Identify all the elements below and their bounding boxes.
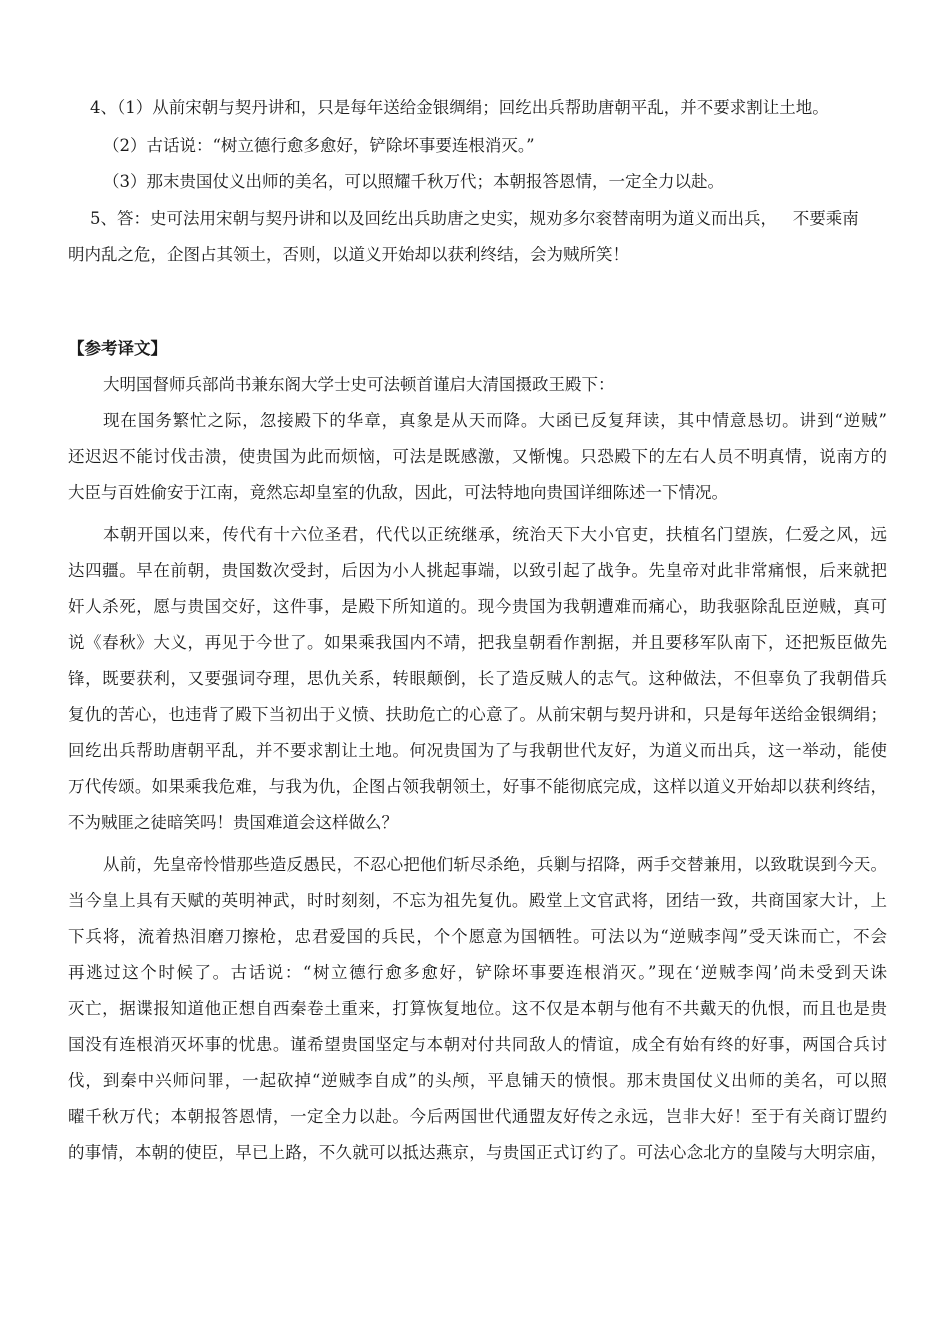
translation-line: 不为贼匪之徒暗笑吗！贵国难道会这样做么？ [68, 813, 398, 832]
translation-line: 大臣与百姓偷安于江南，竟然忘却皇室的仇敌，因此，可法特地向贵国详细陈述一下情况。 [68, 483, 728, 502]
translation-line: 大明国督师兵部尚书兼东阁大学士史可法顿首谨启大清国摄政王殿下： [103, 375, 615, 394]
translation-line: 灭亡，据谍报知道他正想自西秦卷土重来，打算恢复地位。这不仅是本朝与他有不共戴天的仇恨，而且也是贵 [68, 999, 887, 1018]
translation-line: 达四疆。早在前朝，贵国数次受封，后因为小人挑起事端，以致引起了战争。先皇帝对此非常痛恨，后来就把 [68, 561, 887, 580]
translation-line: 现在国务繁忙之际，忽接殿下的华章，真象是从天而降。大函已反复拜读，其中情意恳切。讲到“逆贼” [103, 411, 887, 430]
translation-line: 再逃过这个时候了。古话说：“树立德行愈多愈好，铲除坏事要连根消灭。”现在‘逆贼李闯’尚未受到天诛 [68, 963, 887, 982]
translation-line: 锋，既要获利，又要强词夺理，思仇关系，转眼颠倒，长了造反贼人的志气。这种做法，不但辜负了我朝借兵 [68, 669, 887, 688]
answer-4-1: 4、（1）从前宋朝与契丹讲和，只是每年送给金银绸绢；回纥出兵帮助唐朝平乱，并不要求割让土地。 [90, 98, 829, 117]
translation-line: 下兵将，流着热泪磨刀擦枪，忠君爱国的兵民，个个愿意为国牺牲。可法以为“逆贼李闯”受天诛而亡，不会 [68, 927, 887, 946]
translation-line: 的事情，本朝的使臣，早已上路，不久就可以抵达燕京，与贵国正式订约了。可法心念北方的皇陵与大明宗庙， [68, 1143, 887, 1162]
translation-line: 万代传颂。如果乘我危难，与我为仇，企图占领我朝领土，好事不能彻底完成，这样以道义开始却以获利终结， [68, 777, 887, 796]
translation-line: 还迟迟不能讨伐击溃，使贵国为此而烦恼，可法是既感激，又惭愧。只恐殿下的左右人员不明真情，说南方的 [68, 447, 887, 466]
translation-line: 奸人杀死，愿与贵国交好，这件事，是殿下所知道的。现今贵国为我朝遭难而痛心，助我驱除乱臣逆贼，真可 [68, 597, 887, 616]
translation-line: 国没有连根消灭坏事的忧患。谨希望贵国坚定与本朝对付共同敌人的情谊，成全有始有终的好事，两国合兵讨 [68, 1035, 887, 1054]
translation-line: 本朝开国以来，传代有十六位圣君，代代以正统继承，统治天下大小官吏，扶植名门望族，仁爱之风，远 [103, 525, 887, 544]
translation-line: 复仇的苦心，也违背了殿下当初出于义愤、扶助危亡的心意了。从前宋朝与契丹讲和，只是每年送给金银绸绢； [68, 705, 887, 724]
translation-line: 曜千秋万代；本朝报答恩情，一定全力以赴。今后两国世代通盟友好传之永远，岂非大好！至于有关商订盟约 [68, 1107, 887, 1126]
answer-4-3: （3）那末贵国仗义出师的美名，可以照耀千秋万代；本朝报答恩情，一定全力以赴。 [103, 172, 724, 191]
translation-line: 从前，先皇帝怜惜那些造反愚民，不忍心把他们斩尽杀绝，兵剿与招降，两手交替兼用，以致耽误到今天。 [103, 855, 887, 874]
answer-5-line-2: 明内乱之危，企图占其领土，否则，以道义开始却以获利终结，会为贼所笑！ [68, 245, 629, 264]
translation-line: 回纥出兵帮助唐朝平乱，并不要求割让土地。何况贵国为了与我朝世代友好，为道义而出兵，这一举动，能使 [68, 741, 887, 760]
answer-5-line-1: 5、答：史可法用宋朝与契丹讲和以及回纥出兵助唐之史实，规劝多尔衮替南明为道义而出兵， 不要乘南 [90, 209, 859, 228]
translation-line: 伐，到秦中兴师问罪，一起砍掉“逆贼李自成”的头颅，平息铺天的愤恨。那末贵国仗义出师的美名，可以照 [68, 1071, 887, 1090]
translation-line: 说《春秋》大义，再见于今世了。如果乘我国内不靖，把我皇朝看作割据，并且要移军队南下，还把叛臣做先 [68, 633, 887, 652]
answer-4-2: （2）古话说：“树立德行愈多愈好，铲除坏事要连根消灭。” [103, 136, 535, 155]
translation-line: 当今皇上具有天赋的英明神武，时时刻刻，不忘为祖先复仇。殿堂上文官武将，团结一致，共商国家大计，上 [68, 891, 887, 910]
section-heading: 【参考译文】 [68, 339, 167, 358]
